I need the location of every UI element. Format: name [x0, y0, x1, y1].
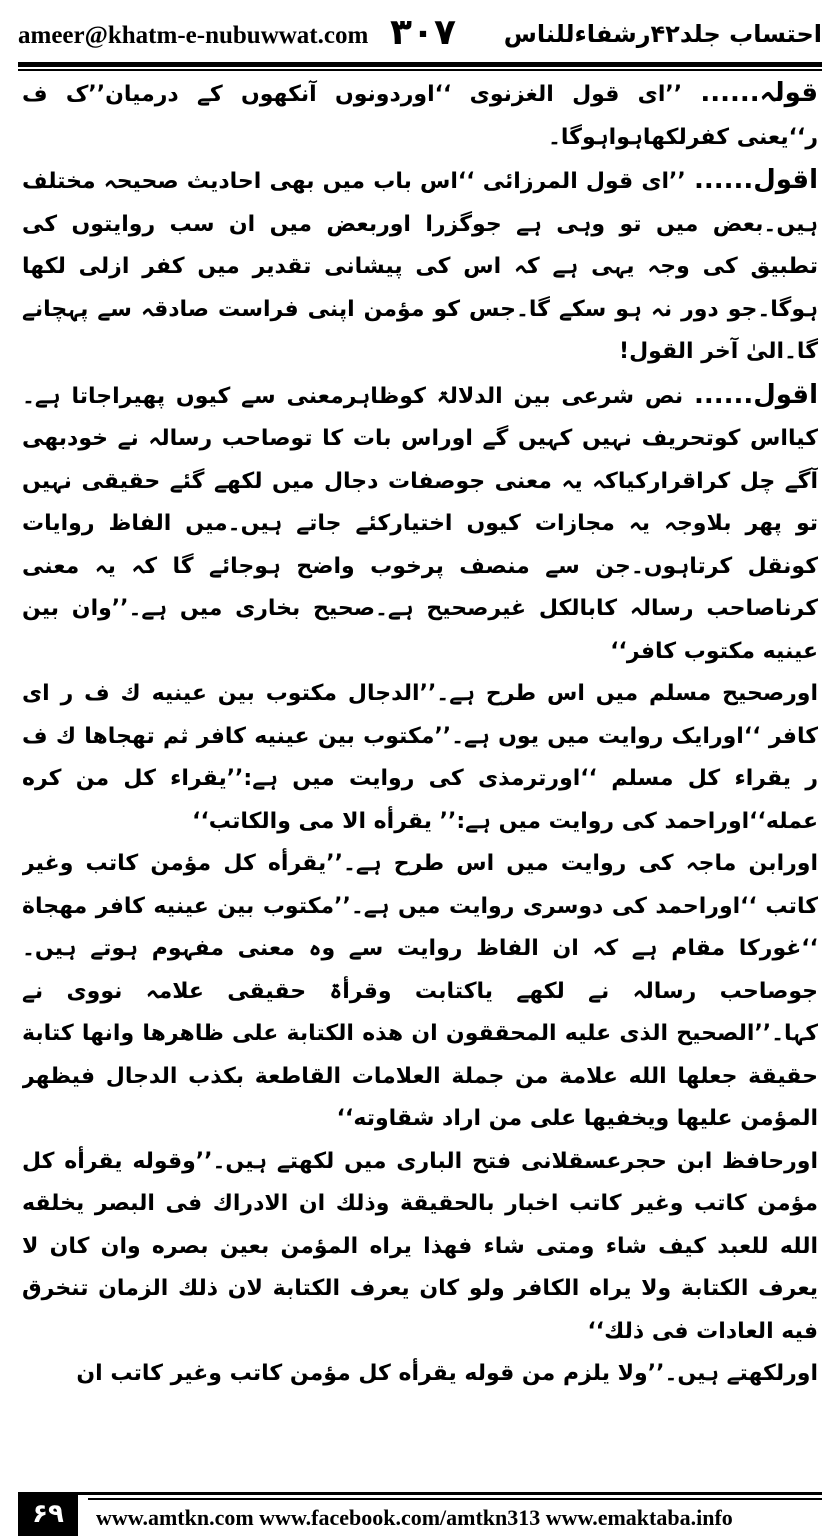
- paragraph-6: اورحافظ ابن حجرعسقلانی فتح الباری میں لکھتے ہیں۔’’وقوله یقرأه کل مؤمن کاتب وغیر کاتب اخبار بالحقیقة وذلك ان الادراك فی البصر یخلقه الله للعبد کیف شاء ومتی شاء فهذا یراه المؤمن بعین بصره وان کان لا یعرف الکتابة ولا یراه الکافر ولو کان یعرف الکتابة لان ذلك الزمان تنخرق فیه العادات فی ذلك‘‘: [22, 1148, 818, 1344]
- page-header: [18, 8, 822, 66]
- paragraph-2: [22, 159, 818, 374]
- footer-links: www.amtkn.com www.facebook.com/amtkn313 www.emaktaba.info: [96, 1505, 733, 1530]
- footer-serial-number: ۶۹: [18, 1492, 78, 1536]
- header-rule-thin: [18, 69, 822, 71]
- paragraph-text: نص شرعی بین الدلالۃ کوظاہرمعنی سے کیوں پھیراجاتا ہے۔کیااس کوتحریف نہیں کہیں گے اوراس بات کا توصاحب رسالہ نے خودبھی آگے چل کراقرارکیاکہ یہ معنی جوصفات دجال میں لکھے گئے حقیقی نہیں تو پھر بلاوجہ یہ مجازات کیوں اختیارکئے جاتے ہیں۔میں الفاظ روایات کونقل کرتاہوں۔جن سے منصف پرخوب واضح ہوجائے گا کہ یہ معنی کرناصاحب رسالہ کابالکل غیرصحیح ہے۔صحیح بخاری میں ہے۔’’وان بین عینیه مکتوب کافر‘‘: [22, 383, 818, 664]
- footer-rule-thick: [18, 1492, 822, 1495]
- paragraph-4: اورصحیح مسلم میں اس طرح ہے۔’’الدجال مکتوب بین عینیه ك ف ر ای کافر ‘‘اورایک روایت میں یوں ہے۔’’مکتوب بین عینیه کافر ثم تهجاها ك ف ر یقراء کل مسلم ‘‘اورترمذی کی روایت میں ہے:’’یقراء کل من کره عمله‘‘اوراحمد کی روایت میں ہے:’’ یقرأه الا می والکاتب‘‘: [22, 681, 818, 834]
- footer-rule-thin: [88, 1498, 822, 1500]
- page-footer: [18, 1492, 822, 1536]
- body-text: [22, 72, 818, 1482]
- paragraph-5: اورابن ماجہ کی روایت میں اس طرح ہے۔’’یقرأه کل مؤمن کاتب وغیر کاتب ‘‘اوراحمد کی دوسری روایت میں ہے۔’’مکتوب بین عینیه کافر مهجاة ‘‘غورکا مقام ہے کہ ان الفاظ روایت سے وہ معنی مفہوم ہوتے ہیں۔جوصاحب رسالہ نے لکھے یاکتابت وقرأۃ حقیقی علامہ نووی نے کہا۔’’الصحیح الذی علیه المحققون ان هذه الکتابة علی ظاهرها وانها کتابة حقیقة جعلها الله علامة من جملة العلامات القاطعة بکذب الدجال فیظهر المؤمن علیها ویخفیها علی من اراد شقاوته‘‘: [22, 851, 818, 1131]
- paragraph-7: اورلکھتے ہیں۔’’ولا یلزم من قوله یقرأه کل مؤمن کاتب وغیر کاتب ان: [76, 1361, 818, 1386]
- header-book-title: احتساب جلد۴۲رشفاءللناس: [503, 20, 822, 48]
- header-email: ameer@khatm-e-nubuwwat.com: [18, 22, 369, 49]
- header-rule-thick: [18, 62, 822, 67]
- paragraph-label: اقول......: [693, 165, 818, 195]
- paragraph-3: [22, 374, 818, 674]
- header-page-number: ۳۰۷: [390, 12, 456, 53]
- paragraph-label: قولہ......: [700, 78, 818, 108]
- paragraph-1: [22, 72, 818, 159]
- paragraph-label: اقول......: [693, 379, 818, 410]
- paragraph-text: ’’ای قول الغزنوی ‘‘اوردونوں آنکھوں کے درمیان’’ک ف ر‘‘یعنی کفرلکھاہواہوگا۔: [22, 82, 818, 150]
- paragraph-text: ’’ای قول المرزائی ‘‘اس باب میں بھی احادیث صحیحہ مختلف ہیں۔بعض میں تو وہی ہے جوگزرا اوربعض میں ان سب روایتوں کی تطبیق کی وجہ یہی ہے کہ اس کی پیشانی تقدیر میں کفر ازلی لکھا ہوگا۔جو دور نہ ہو سکے گا۔جس کو مؤمن اپنی فراست صادقہ سے پہچانے گا۔الیٰ آخر القول!: [22, 169, 818, 364]
